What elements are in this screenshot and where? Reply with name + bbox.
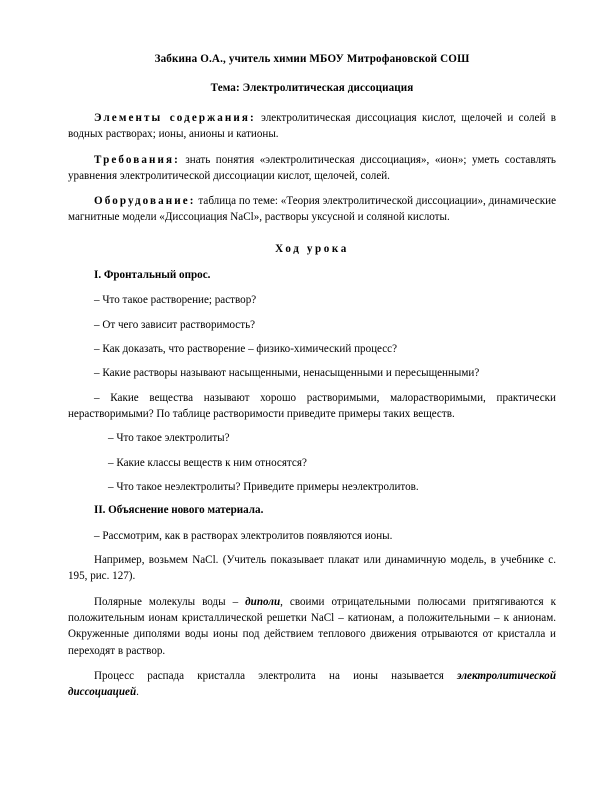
question-item: – Какие растворы называют насыщенными, ненасыщенными и пересыщенными?	[94, 367, 480, 380]
question-item: – Какие вещества называют хорошо растворимыми, малорастворимыми, практически нерастворимыми? По таблице растворимости приведите примеры таких веществ.	[68, 391, 556, 420]
equipment-label: Оборудование:	[94, 195, 196, 208]
question-item: – Что такое неэлектролиты? Приведите примеры неэлектролитов.	[108, 480, 419, 493]
document-author-line: Забкина О.А., учитель химии МБОУ Митрофановской СОШ	[154, 53, 470, 65]
requirements-text: знать понятия «электролитическая диссоциация», «ион»; уметь составлять уравнения электролитической диссоциации кислот, щелочей, солей.	[68, 153, 556, 182]
section-one-heading: I. Фронтальный опрос.	[94, 268, 211, 281]
requirements-paragraph	[68, 152, 556, 185]
section-two-dipoles-paragraph	[68, 594, 556, 659]
document-topic-line: Тема: Электролитическая диссоциация	[210, 81, 414, 94]
question-item: – Какие классы веществ к ним относятся?	[108, 456, 307, 469]
equipment-paragraph	[68, 193, 556, 226]
content-elements-label: Элементы содержания:	[94, 111, 256, 124]
content-elements-paragraph	[68, 110, 556, 143]
section-two-intro: – Рассмотрим, как в растворах электролитов появляются ионы.	[94, 529, 393, 542]
question-item: – Что такое растворение; раствор?	[94, 294, 257, 307]
dipoles-text-before: Полярные молекулы воды –	[94, 595, 246, 608]
content-elements-text: электролитическая диссоциация кислот, щелочей и солей в водных растворах; ионы, анионы и катионы.	[68, 111, 556, 141]
equipment-text: таблица по теме: «Теория электролитической диссоциации», динамические магнитные модели «Диссоциация NaCl», растворы уксусной и соляной кислоты.	[68, 195, 556, 224]
section-two-heading: II. Объяснение нового материала.	[94, 504, 264, 517]
lesson-flow-heading: Ход урока	[275, 242, 349, 255]
section-two-example: Например, возьмем NaCl. (Учитель показывает плакат или динамичную модель, в учебнике с. 195, рис. 127).	[68, 554, 556, 583]
question-item: – Что такое электролиты?	[108, 432, 230, 445]
dipoles-text-after: , своими отрицательными полюсами притягиваются к положительным ионам кристаллической решетки NaCl – катионам, а положительными – к анионам. Окруженные диполями воды ионы под действием теплового движения отрываются от кристалла и переходят в раствор.	[68, 595, 556, 657]
definition-emphasis: электролитической диссоциацией	[68, 669, 556, 699]
section-two-definition-paragraph	[68, 668, 556, 701]
definition-text-before: Процесс распада кристалла электролита на ионы называется	[94, 669, 458, 682]
question-item: – Как доказать, что растворение – физико-химический процесс?	[94, 343, 398, 356]
dipoles-emphasis: диполи	[245, 595, 281, 608]
question-item: – От чего зависит растворимость?	[94, 318, 256, 331]
requirements-label: Требования:	[94, 153, 180, 166]
definition-text-after: .	[136, 686, 139, 699]
